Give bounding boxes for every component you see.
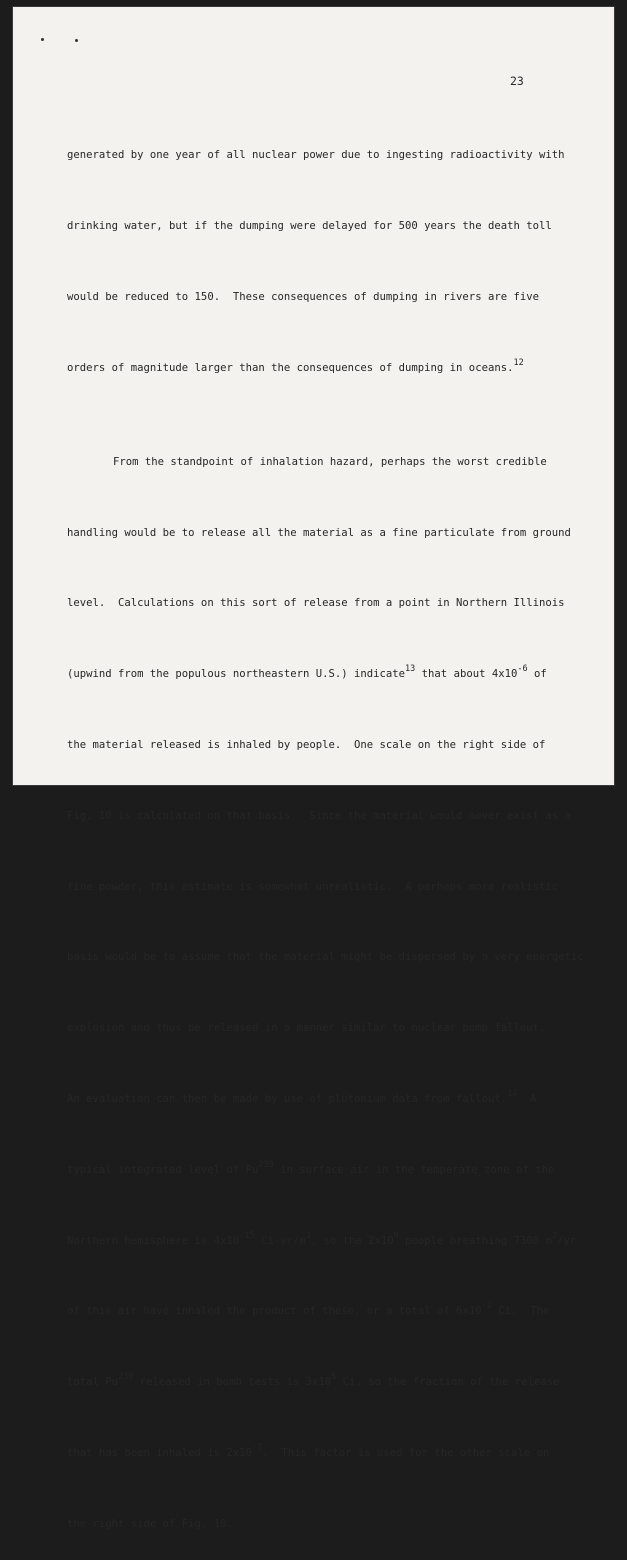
text-line: handling would be to release all the material as a fine particulate from ground (67, 526, 571, 539)
text-line: Northern hemisphere is $4x10^{-15}$ $Ci-yr/m^3$, so the $2x10^9$ people breathing 7300 $m^3/yr$ (67, 1230, 577, 1247)
scan-mark (75, 39, 78, 42)
exponent: -7 (251, 1442, 263, 1453)
text-line: total Pu$^{239}$ released in bomb tests is $3x10^5$ Ci, so the fraction of the release (67, 1372, 560, 1389)
exponent: -6 (517, 664, 528, 675)
isotope-number: 239 (258, 1159, 274, 1170)
text-line: of this air have inhaled the product of these, or a total of $6x10^{-2}$ Ci. The (67, 1301, 550, 1318)
isotope-number: 239 (118, 1372, 134, 1383)
exponent: 5 (331, 1372, 337, 1383)
exponent: 3 (305, 1230, 311, 1241)
paragraph-start: From the standpoint of inhalation hazard, perhaps the worst credible (113, 455, 547, 468)
text-line: the right side of Fig. 10. (67, 1517, 233, 1530)
text-line: basis would be to assume that the material might be dispersed by a very energetic (67, 951, 584, 964)
text-line: that has been inhaled is $2x10^{-7}$. This factor is used for the other scale on (67, 1442, 550, 1459)
footnote-ref: 12 (513, 357, 524, 368)
text-line: drinking water, but if the dumping were delayed for 500 years the death toll (67, 219, 552, 232)
scan-mark (41, 38, 44, 41)
exponent: -2 (481, 1301, 492, 1312)
text-line: Fig. 10 is calculated on that basis. Since the material would never exist as a (67, 809, 571, 822)
text-line: An evaluation can then be made by use of plutonium data from fallout.$^{14}$ A (67, 1088, 537, 1105)
footnote-ref: 13 (405, 664, 416, 675)
page-number: 23 (510, 74, 524, 88)
text-line: generated by one year of all nuclear power due to ingesting radioactivity with (67, 149, 565, 162)
exponent: 9 (393, 1230, 399, 1241)
text-line: level. Calculations on this sort of release from a point in Northern Illinois (67, 597, 565, 610)
text-line: would be reduced to 150. These consequences of dumping in rivers are five (67, 290, 539, 303)
exponent: 3 (551, 1230, 557, 1241)
text-line: orders of magnitude larger than the consequences of dumping in oceans.$^{12}$ (67, 357, 524, 374)
footnote-ref: 14 (507, 1088, 518, 1099)
text-line: the material released is inhaled by people. One scale on the right side of (67, 739, 546, 752)
text-line: (upwind from the populous northeastern U.S.) indicate$^{13}$ that about $4x10^{-6}$ of (67, 664, 547, 681)
text-line: fine powder, this estimate is somewhat unrealistic. A perhaps more realistic (67, 880, 559, 893)
text-line: typical integrated level of Pu$^{239}$ in surface air in the temperate zone of the (67, 1159, 555, 1176)
text-line: explosion and thus be released in a manner similar to nuclear bomb fallout. (67, 1022, 546, 1035)
exponent: -15 (239, 1230, 255, 1241)
body-text (67, 97, 584, 1560)
